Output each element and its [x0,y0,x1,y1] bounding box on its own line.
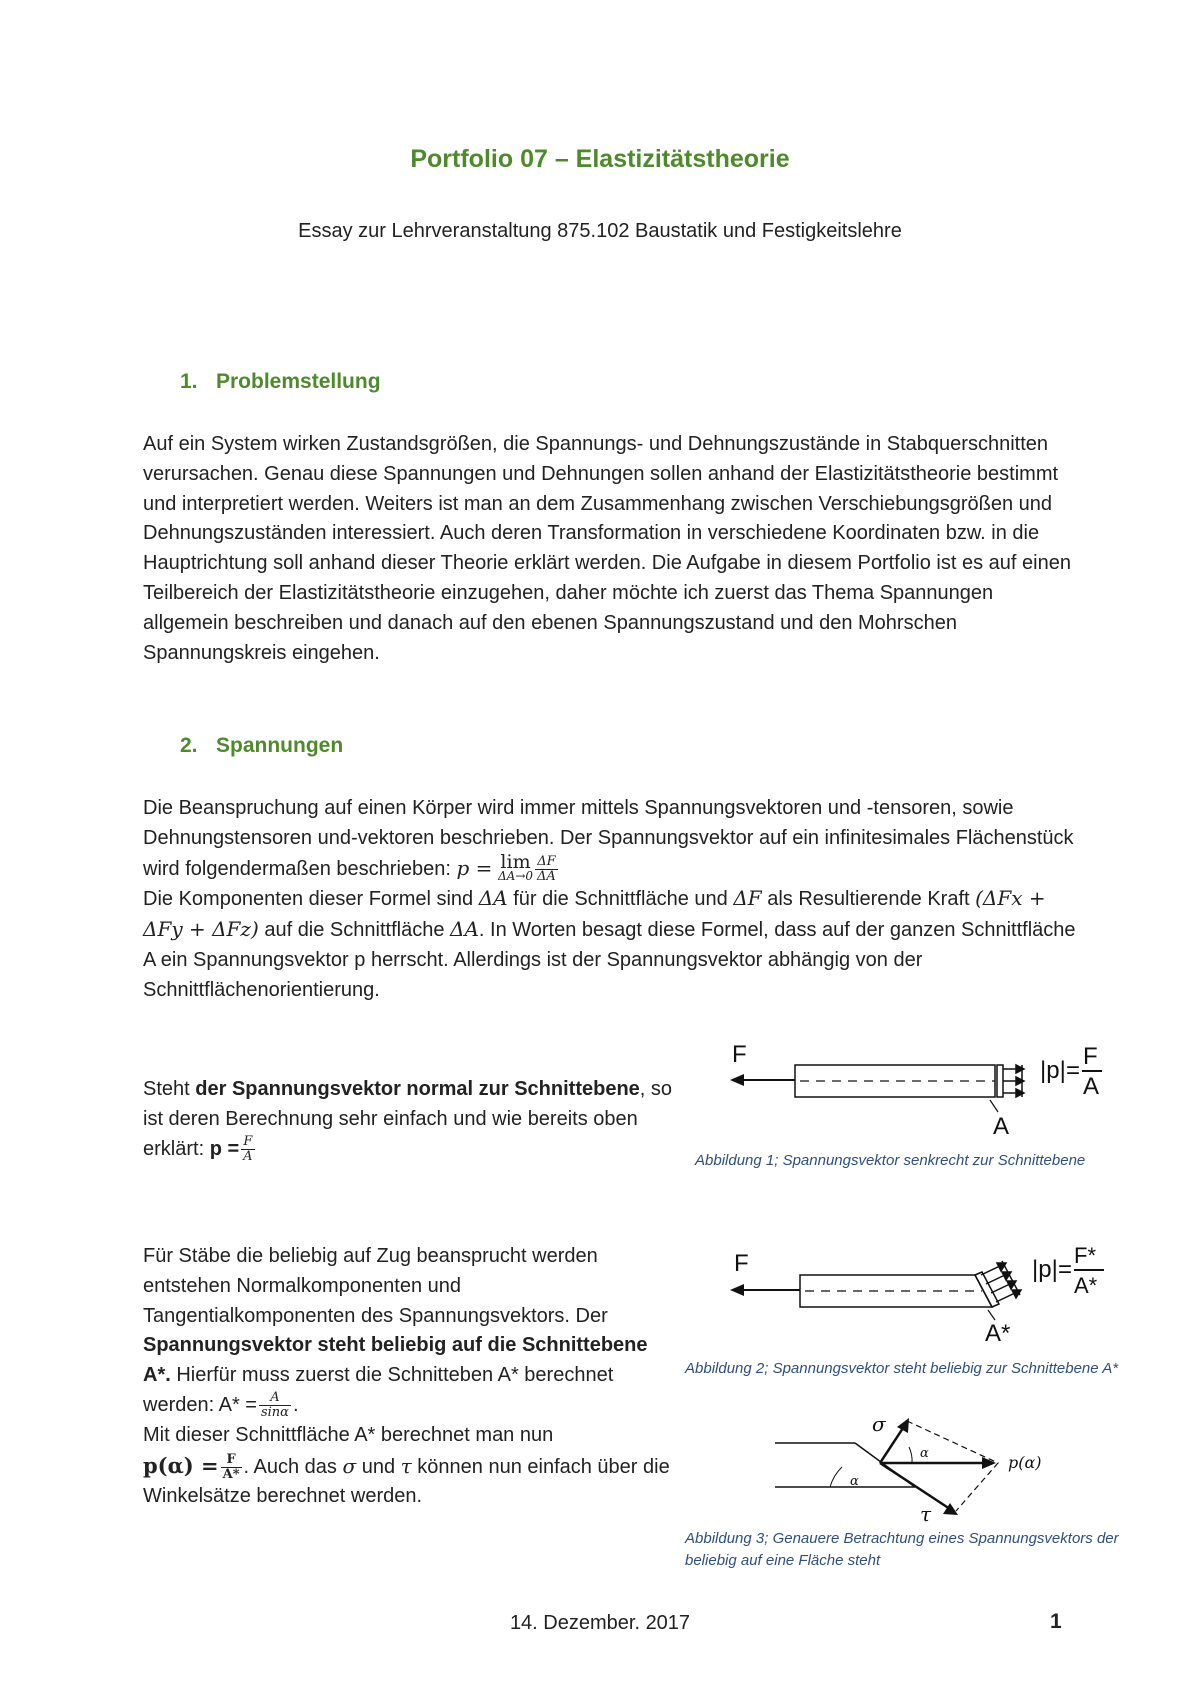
text-bold: der Spannungsvektor normal zur Schnittebene [195,1078,640,1100]
formula-a-star: A* = [218,1393,257,1416]
label-fraction-denominator: A* [1074,1273,1098,1298]
lim-subscript: ΔA→0 [498,869,534,884]
text-run: und [361,1455,396,1478]
angle-arc-2 [909,1447,912,1463]
section-heading-spannungen [180,734,343,758]
section-title: Problemstellung [216,370,381,393]
paragraph-spannungen [143,794,1083,1006]
text-run: als Resultierende Kraft [767,888,970,911]
area-pointer [988,1310,995,1320]
text-bold: Spannungsvektor steht beliebig auf die Schnittebene A*. [143,1334,648,1387]
caption-line: beliebig auf eine Fläche steht [685,1552,881,1569]
fraction-numerator: F [221,1453,242,1468]
label-p-magnitude: |p| [1040,1057,1066,1084]
label-a-star: A* [985,1320,1011,1345]
formula-fraction [535,855,558,884]
paragraph-text: Auf ein System wirken Zustandsgrößen, die Spannungs- und Dehnungszustände in Stabquerschnitten verursachen. Genau diese Spannungen und Dehnungen sollen anhand der Elastizitätstheorie bestimmt und interpretiert werden. Weiters ist man an dem Zusammenhang zwischen Verschiebungsgrößen und Dehnungszuständen interessiert. Auch deren Transformation in verschiedene Koordinaten bzw. in die Hauptrichtung soll anhand dieser Theorie erklärt werden. Die Aufgabe in diesem Portfolio ist es auf einen Teilbereich der Elastizitätstheorie einzugehen, daher möchte ich zuerst das Thema Spannungen allgemein beschreiben und danach auf den ebenen Spannungszustand und den Mohrschen Spannungskreis eingehen. [143,433,1071,664]
fraction-denominator: sinα [260,1405,289,1421]
formula-limit [498,851,534,884]
figure-3-caption [685,1528,1119,1572]
paragraph-normal-stress [143,1075,683,1164]
fraction-denominator: A* [222,1466,240,1482]
angle-arc-1 [830,1467,842,1487]
formula-p-label: p = [209,1137,240,1160]
section-heading-problemstellung [180,370,381,394]
fraction-denominator: ΔA [537,868,556,884]
text-run: Die Komponenten dieser Formel sind [143,888,474,911]
figure-3-diagram [760,1415,1090,1525]
cut-face [997,1065,1003,1097]
label-a: A [993,1113,1010,1140]
paragraph-text [143,1075,683,1164]
section-number: 2. [180,734,198,757]
formula-p: p = [456,855,493,880]
label-alpha-1: α [850,1474,859,1489]
figure-1-diagram [720,1030,1140,1140]
formula-p-alpha: p(α) = [143,1452,219,1478]
paragraph-text [143,794,1083,1006]
fraction-numerator: F [241,1135,254,1150]
normal-component-head [897,1418,909,1433]
label-f: F [732,1041,747,1068]
fraction-numerator: ΔF [535,855,558,870]
symbol-delta-f: ΔF [733,886,762,911]
section-title: Spannungen [216,734,344,757]
label-fraction-denominator: A [1083,1073,1100,1100]
text-run: . [292,1393,299,1416]
symbol-sigma: σ [342,1453,357,1478]
figure-1-caption: Abbildung 1; Spannungsvektor senkrecht zur Schnittebene [695,1152,1086,1169]
label-p-magnitude: |p| [1032,1256,1058,1283]
formula-fraction [221,1453,242,1482]
label-p-alpha: p(α) [1008,1453,1042,1472]
formula-sum: (ΔFx + ΔFy + ΔFz) [143,886,1046,942]
page-number: 1 [1050,1610,1062,1633]
paragraph-arbitrary-stress [143,1242,673,1512]
text-run: , so ist deren Berechnung sehr einfach und wie bereits oben erklärt: [143,1078,673,1160]
area-pointer [990,1100,998,1112]
paragraph-text [143,1242,673,1512]
label-fraction-numerator: F* [1074,1243,1096,1268]
fraction-denominator: A [243,1148,253,1164]
figure-2-caption: Abbildung 2; Spannungsvektor steht beliebig zur Schnittebene A* [685,1360,1119,1377]
inclined-cut-face [975,1272,999,1307]
stress-arrows [1003,1065,1024,1097]
paragraph-problemstellung [143,430,1083,668]
label-equals: = [1058,1256,1073,1283]
document-subtitle: Essay zur Lehrveranstaltung 875.102 Baustatik und Festigkeitslehre [298,220,902,242]
text-run: Hierfür muss zuerst die Schnitteben A* berechnet werden: [143,1364,614,1416]
formula-fraction [259,1391,291,1420]
lim-label: lim [500,851,531,874]
text-run: Die Beanspruchung auf einen Körper wird immer mittels Spannungsvektoren und -tensoren, sowie Dehnungstensoren und-vektoren beschrieben. Der Spannungsvektor auf ein infinitesimales Flächenstück wird folgendermaßen beschrieben: [143,797,1074,880]
text-run: auf die Schnittfläche [264,919,445,942]
symbol-tau: τ [400,1453,412,1478]
symbol-delta-a: ΔA [450,917,479,942]
text-run: können nun einfach über die Winkelsätze berechnet werden. [143,1455,670,1508]
label-alpha-2: α [920,1446,929,1461]
section-number: 1. [180,370,198,393]
force-arrow-head [730,1074,744,1086]
symbol-delta-a: ΔA [478,886,508,911]
text-run: . Auch das [243,1455,337,1478]
text-run: Mit dieser Schnittfläche A* berechnet man nun [143,1423,554,1446]
text-run: Steht [143,1078,190,1100]
text-run: Für Stäbe die beliebig auf Zug beansprucht werden entstehen Normalkomponenten und Tangentialkomponenten des Spannungsvektors. Der [143,1245,608,1327]
force-arrow-head [730,1284,744,1296]
fraction-numerator: A [259,1391,291,1406]
tangential-component-line [880,1463,950,1509]
label-fraction-numerator: F [1083,1043,1098,1070]
label-sigma: σ [872,1415,886,1436]
caption-line: Abbildung 3; Genauere Betrachtung eines Spannungsvektors der [685,1530,1119,1547]
figure-2-diagram [720,1235,1140,1345]
label-f: F [734,1250,749,1277]
label-tau: τ [920,1502,932,1525]
formula-fraction [241,1135,254,1164]
document-title: Portfolio 07 – Elastizitätstheorie [410,145,790,173]
text-run: . In Worten besagt diese Formel, dass auf der ganzen Schnittfläche A ein Spannungsvektor p herrscht. Allerdings ist der Spannungsvektor abhängig von der Schnittflächenorientierung. [143,919,1076,1001]
label-equals: = [1066,1057,1081,1084]
footer-date: 14. Dezember. 2017 [509,1612,691,1634]
text-run: für die Schnittfläche und [513,888,728,911]
